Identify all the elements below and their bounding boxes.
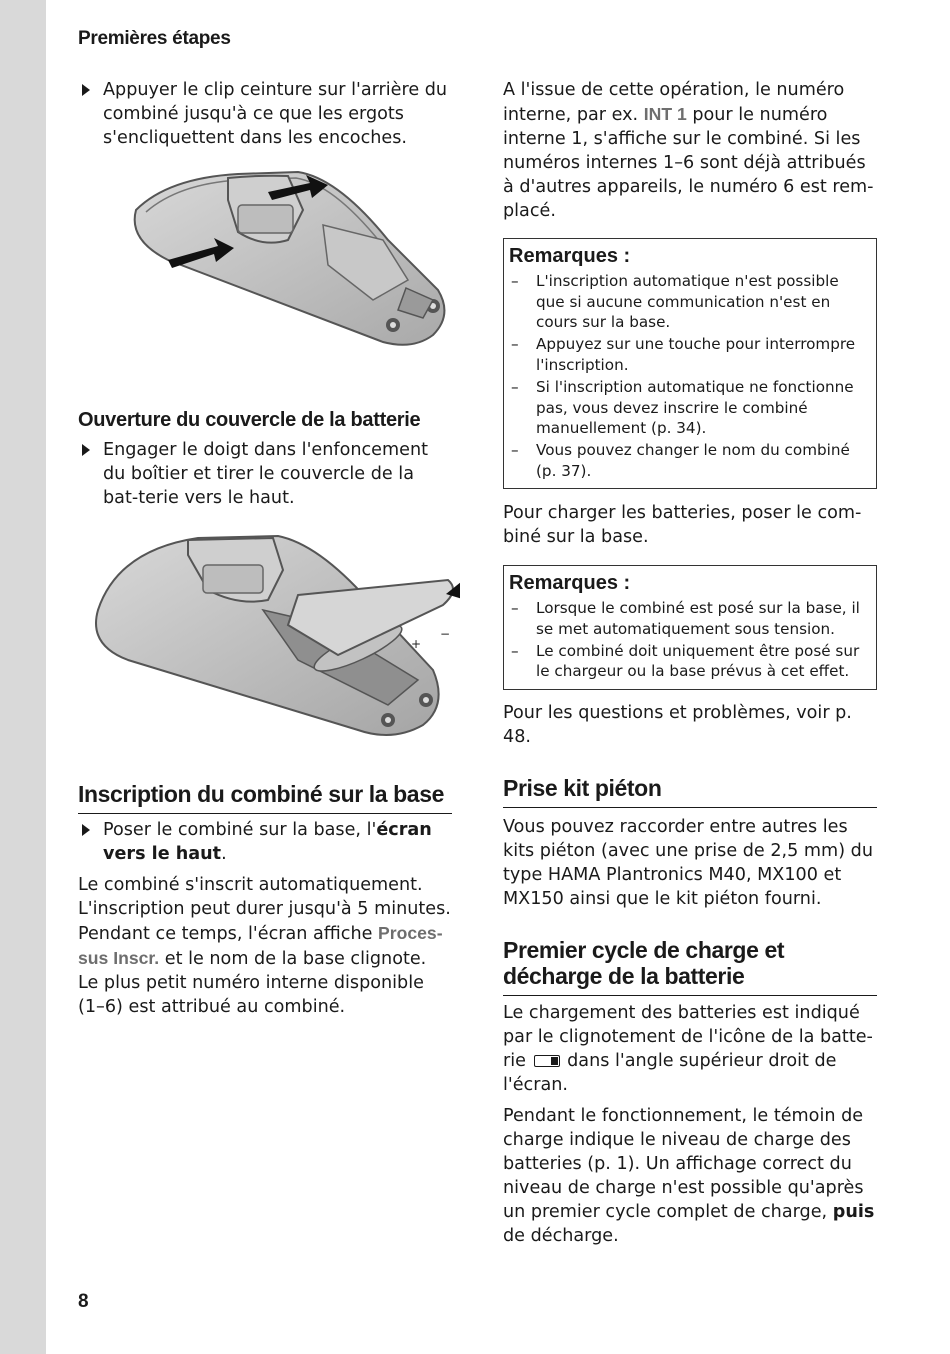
step-arrow-icon bbox=[82, 84, 90, 96]
step-open-cover: Engager le doigt dans l'enfoncement du boîtier et tirer le couvercle de la bat-terie vers le haut. bbox=[78, 438, 452, 510]
headset-heading: Prise kit piéton bbox=[503, 775, 877, 808]
cycle-paragraph-1: Le chargement des batteries est indiqué par le clignotement de l'icône de la batte-rie dans l'angle supérieur droit de l'écran. bbox=[503, 1003, 873, 1095]
battery-plus-mark: + bbox=[411, 637, 422, 651]
intro-paragraph: A l'issue de cette opération, le numéro interne, par ex. INT 1 pour le numéro interne 1, s'affiche sur le combiné. Si les numéros internes 1–6 sont déjà attribués à d'autres appareils, le numéro 6 est rem-placé. bbox=[503, 80, 874, 221]
list-item: – Lorsque le combiné est posé sur la base, il se met automatiquement sous tension. bbox=[511, 599, 860, 638]
cycle-heading: Premier cycle de charge et décharge de la batterie bbox=[503, 937, 877, 996]
list-item: – Si l'inscription automatique ne fonctionne pas, vous devez inscrire le combiné manuellement (p. 34). bbox=[511, 377, 854, 438]
page-number: 8 bbox=[78, 1291, 89, 1312]
list-item: – Appuyez sur une touche pour interrompre l'inscription. bbox=[511, 335, 856, 374]
notes-box-charging bbox=[503, 565, 877, 690]
notes-box-registration bbox=[503, 238, 877, 489]
battery-cover-heading: Ouverture du couvercle de la batterie bbox=[78, 409, 421, 431]
step-register: Poser le combiné sur la base, l'écran vers le haut. bbox=[78, 818, 452, 866]
cycle-paragraph-2: Pendant le fonctionnement, le témoin de charge indique le niveau de charge des batteries (p. 1). Un affichage correct du niveau de charge n'est possible qu'après un premier cycle complet de charge, puis de décharge. bbox=[503, 1106, 875, 1246]
register-paragraph: Le combiné s'inscrit automatiquement. L'inscription peut durer jusqu'à 5 minutes. Pendant ce temps, l'écran affiche Proces-sus Inscr. et le nom de la base clignote. Le plus petit numéro interne disponible (1–6) est attribué au combiné. bbox=[78, 875, 451, 1017]
list-item: – Vous pouvez changer le nom du combiné (p. 37). bbox=[511, 441, 850, 480]
handset-battery-cover-illustration bbox=[88, 530, 460, 742]
page-margin-band bbox=[0, 0, 46, 1354]
register-heading: Inscription du combiné sur la base bbox=[78, 781, 452, 814]
charge-paragraph: Pour charger les batteries, poser le com-biné sur la base. bbox=[503, 503, 862, 547]
step-arrow-icon bbox=[82, 444, 90, 456]
handset-belt-clip-illustration bbox=[88, 170, 460, 350]
notes-title: Remarques : bbox=[509, 245, 631, 267]
page-header: Premières étapes bbox=[78, 28, 231, 49]
battery-icon bbox=[534, 1055, 560, 1067]
list-item: – Le combiné doit uniquement être posé sur le chargeur ou la base prévus à cet effet. bbox=[511, 641, 860, 681]
headset-paragraph: Vous pouvez raccorder entre autres les kits piéton (avec une prise de 2,5 mm) du type HAMA Plantronics M40, MX100 et MX150 ainsi que le kit piéton fourni. bbox=[503, 817, 873, 909]
battery-minus-mark: − bbox=[440, 627, 451, 641]
list-item: – L'inscription automatique n'est possible que si aucune communication n'est en cours sur la base. bbox=[511, 272, 839, 332]
step-arrow-icon bbox=[82, 824, 90, 836]
notes-title: Remarques : bbox=[509, 572, 631, 594]
display-text: INT 1 bbox=[643, 104, 687, 124]
faq-paragraph: Pour les questions et problèmes, voir p. 48. bbox=[503, 703, 852, 747]
display-text: Proces-sus Inscr. bbox=[78, 923, 443, 968]
step-belt-clip: Appuyer le clip ceinture sur l'arrière du combiné jusqu'à ce que les ergots s'encliquettent dans les encoches. bbox=[78, 78, 452, 150]
